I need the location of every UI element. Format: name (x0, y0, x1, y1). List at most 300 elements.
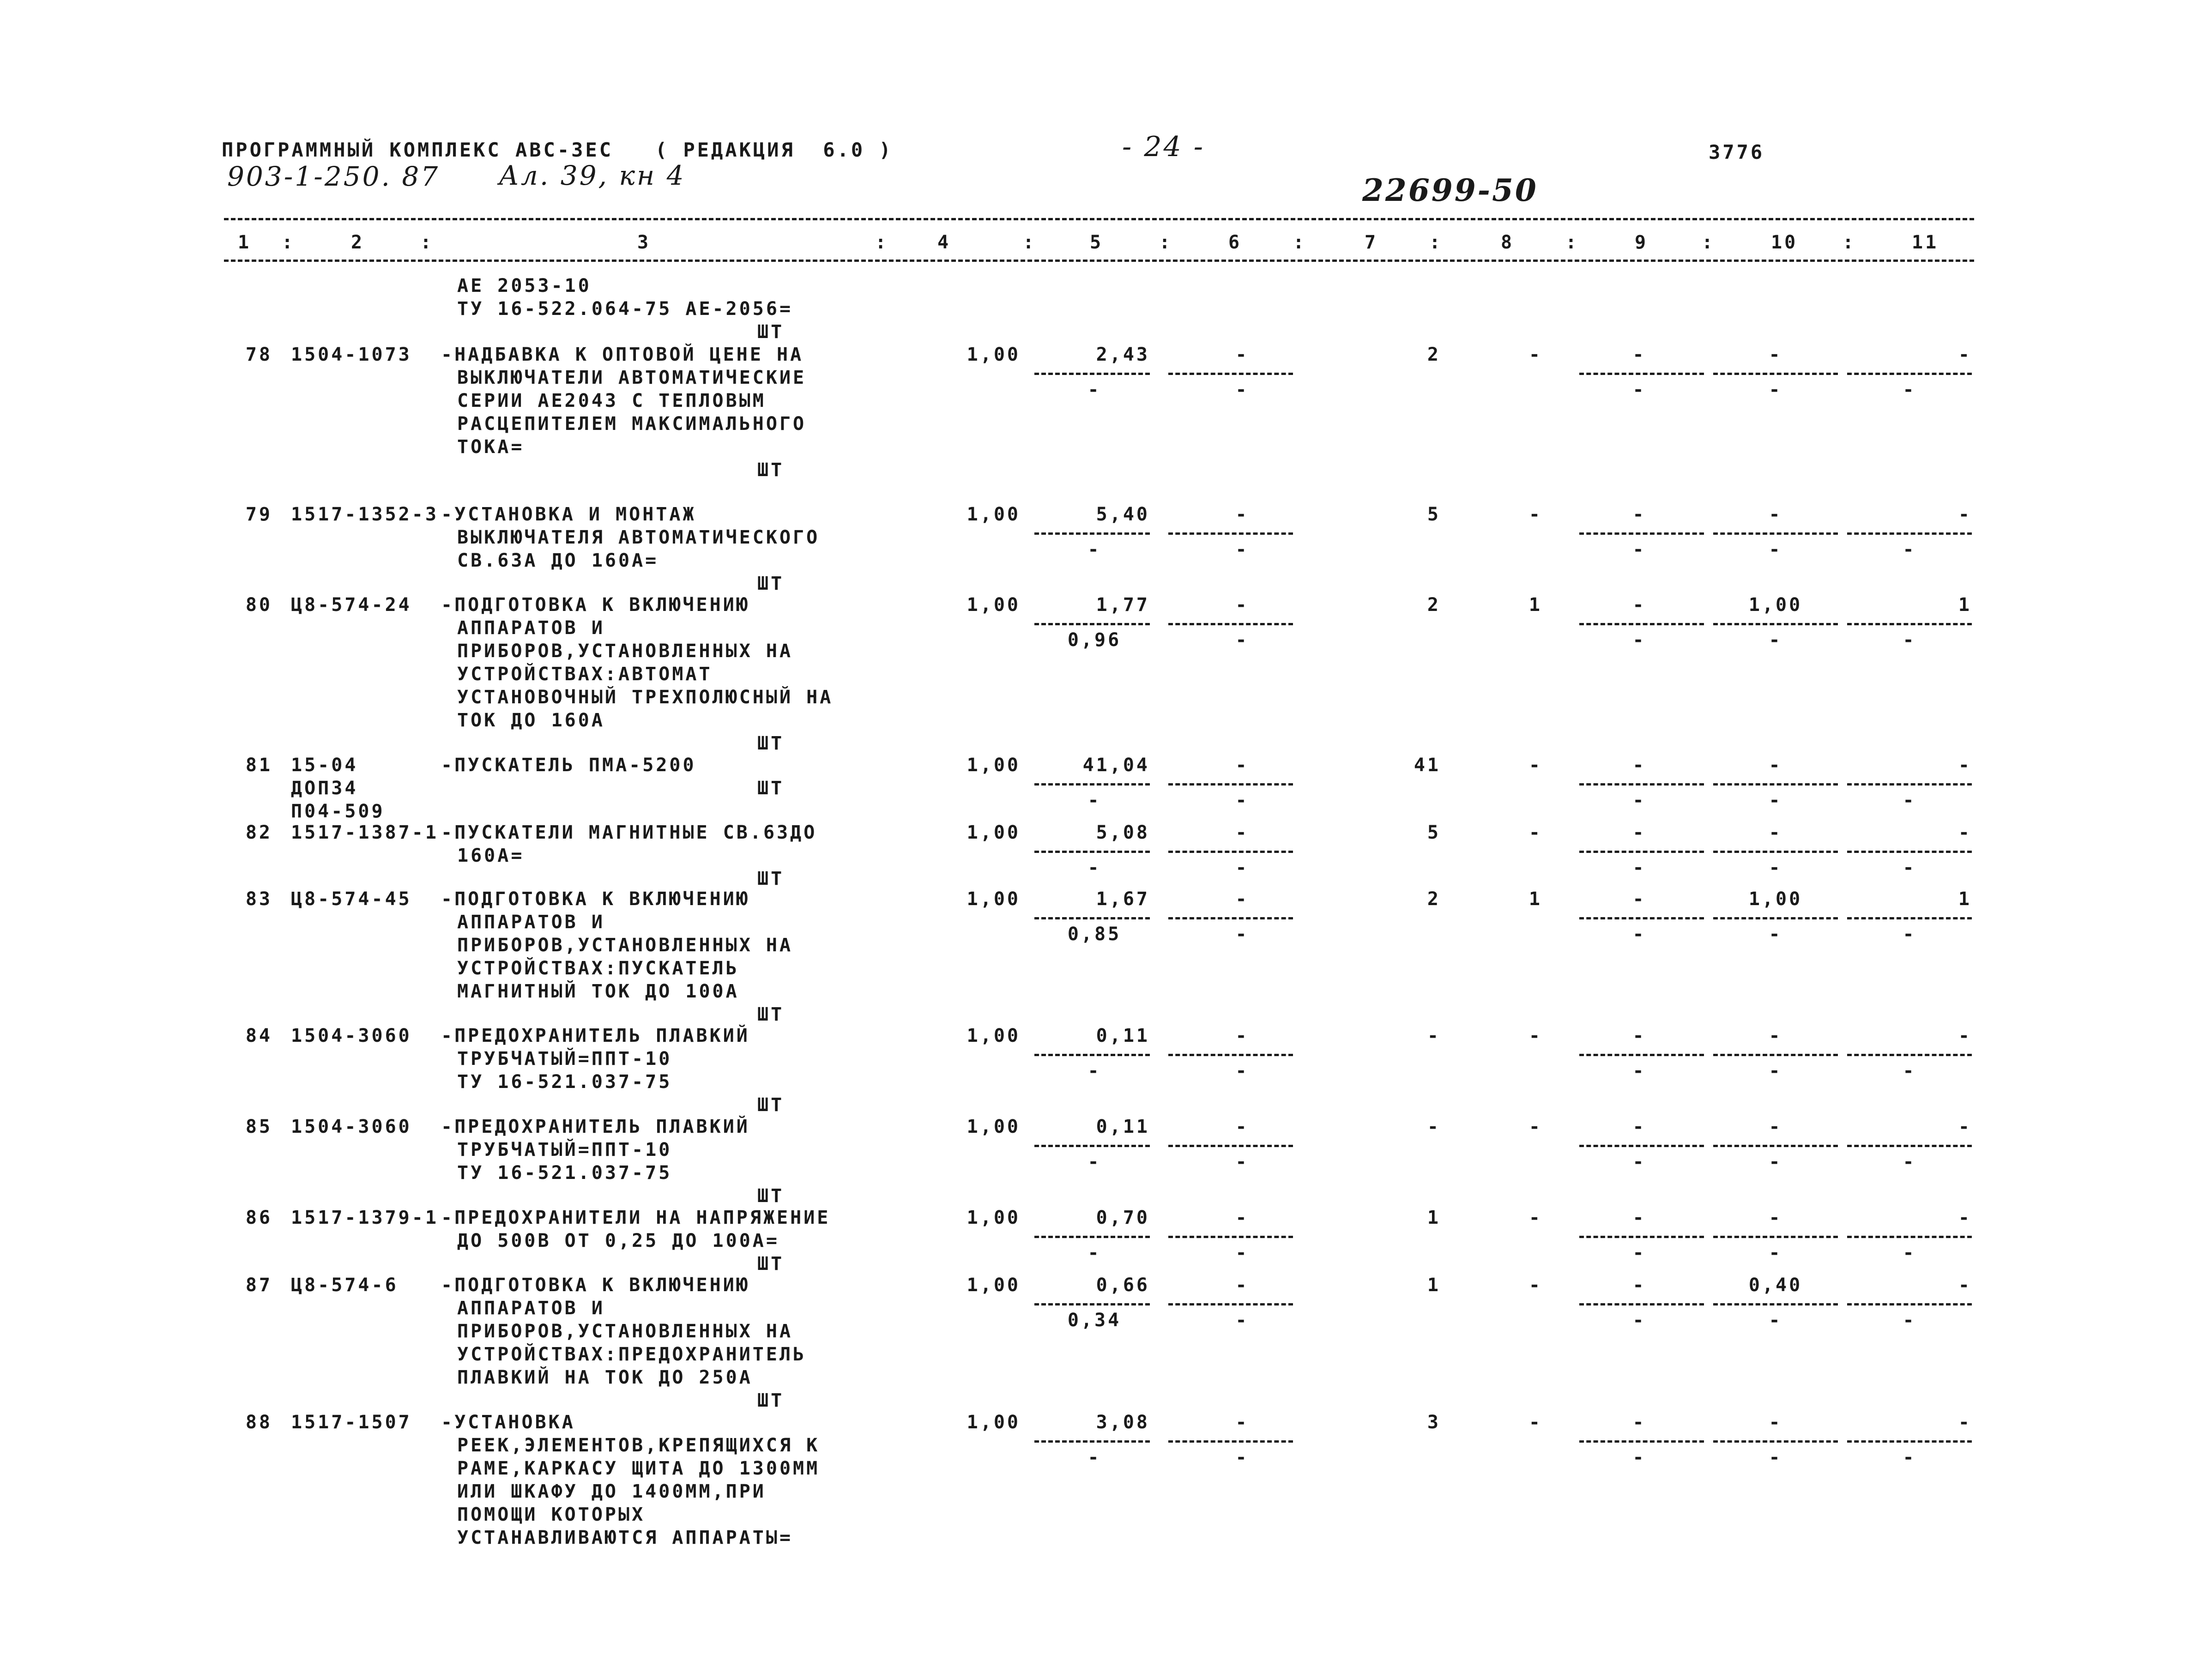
item-description-line: ТОК ДО 160А (457, 710, 605, 731)
sheet-number: 3776 (1709, 141, 1765, 163)
unit-label: ШТ (757, 733, 785, 754)
col6-value: - (1235, 1025, 1249, 1046)
col11-value: - (1958, 1025, 1972, 1046)
col6-sub-value: - (1235, 1447, 1249, 1468)
unit-cost-value: 1,77 (1096, 594, 1150, 616)
item-description-line: УСТРОЙСТВАХ:АВТОМАТ (457, 664, 713, 685)
column-header-8: 8 (1501, 232, 1515, 253)
col10-value: 0,40 (1748, 1275, 1803, 1296)
handwritten-album: Ал. 39, кн 4 (499, 160, 686, 191)
page-marker: - 24 - (1122, 131, 1205, 163)
column-separator: : (1293, 232, 1307, 253)
cost-divider (1713, 851, 1838, 853)
item-description-line: АППАРАТОВ И (457, 617, 605, 639)
quantity-value: 1,00 (967, 504, 1021, 525)
item-description-line: ТУ 16-521.037-75 (457, 1071, 672, 1093)
cost-divider (1579, 373, 1704, 375)
cost-divider (1713, 917, 1838, 919)
cost-divider (1847, 851, 1972, 853)
cost-divider (1847, 783, 1972, 786)
total-cost-value: - (1427, 1025, 1441, 1046)
col11-value: - (1958, 1412, 1972, 1433)
col10-value: - (1769, 1207, 1782, 1228)
col10-sub-value: - (1769, 790, 1782, 811)
col10-value: 1,00 (1748, 594, 1803, 616)
col10-sub-value: - (1769, 924, 1782, 945)
col6-value: - (1235, 1275, 1249, 1296)
col9-sub-value: - (1632, 1151, 1646, 1172)
cost-divider (1168, 1236, 1293, 1238)
col9-value: - (1632, 1116, 1646, 1137)
cost-divider (1168, 1440, 1293, 1443)
cost-divider (1847, 917, 1972, 919)
col11-sub-value: - (1903, 539, 1916, 560)
cost-divider (1168, 1145, 1293, 1147)
unit-cost-value: 0,11 (1096, 1116, 1150, 1137)
item-description-line: МАГНИТНЫЙ ТОК ДО 100А (457, 981, 739, 1002)
wage-value: - (1087, 1447, 1101, 1468)
unit-label: ШТ (757, 1253, 785, 1275)
col9-value: - (1632, 1412, 1646, 1433)
item-description-line: -ПОДГОТОВКА К ВКЛЮЧЕНИЮ (441, 1275, 750, 1296)
item-description-line: -ПОДГОТОВКА К ВКЛЮЧЕНИЮ (441, 888, 750, 910)
col10-sub-value: - (1769, 629, 1782, 651)
unit-cost-value: 5,40 (1096, 504, 1150, 525)
col10-sub-value: - (1769, 1151, 1782, 1172)
col11-sub-value: - (1903, 857, 1916, 878)
unit-label: ШТ (757, 1390, 785, 1411)
col9-sub-value: - (1632, 539, 1646, 560)
quantity-value: 1,00 (967, 1025, 1021, 1046)
cost-divider (1168, 1303, 1293, 1305)
item-description-line: ПЛАВКИЙ НА ТОК ДО 250А (457, 1367, 753, 1388)
unit-cost-value: 1,67 (1096, 888, 1150, 910)
col9-sub-value: - (1632, 1242, 1646, 1263)
cost-divider (1579, 623, 1704, 625)
col10-sub-value: - (1769, 539, 1782, 560)
handwritten-project-code: 903-1-250. 87 (227, 161, 440, 192)
col9-sub-value: - (1632, 1447, 1646, 1468)
col10-value: - (1769, 1116, 1782, 1137)
col10-sub-value: - (1769, 1242, 1782, 1263)
item-description-line: -ПОДГОТОВКА К ВКЛЮЧЕНИЮ (441, 594, 750, 616)
cost-divider (1847, 1236, 1972, 1238)
item-description-line: УСТАНОВОЧНЫЙ ТРЕХПОЛЮСНЫЙ НА (457, 687, 834, 708)
col9-value: - (1632, 888, 1646, 910)
cost-divider (1168, 783, 1293, 786)
unit-cost-value: 0,70 (1096, 1207, 1150, 1228)
resource-code: 1517-1507 (291, 1412, 412, 1433)
cost-divider (1847, 1054, 1972, 1056)
col6-value: - (1235, 504, 1249, 525)
unit-label: ШТ (757, 1094, 785, 1116)
item-description-line: 160А= (457, 845, 525, 866)
wage-value: - (1087, 379, 1101, 400)
item-description-line: ТРУБЧАТЫЙ=ППТ-10 (457, 1048, 672, 1070)
column-header-10: 10 (1771, 232, 1798, 253)
col8-value: - (1528, 1412, 1542, 1433)
item-description-line: ПОМОЩИ КОТОРЫХ (457, 1504, 646, 1525)
quantity-value: 1,00 (967, 344, 1021, 365)
column-separator: : (875, 232, 889, 253)
unit-label: ШТ (757, 778, 785, 799)
handwritten-document-number: 22699-50 (1362, 172, 1538, 208)
cost-divider (1168, 373, 1293, 375)
unit-cost-value: 3,08 (1096, 1412, 1150, 1433)
total-cost-value: 1 (1427, 1207, 1441, 1228)
item-description-line: ПРИБОРОВ,УСТАНОВЛЕННЫХ НА (457, 935, 793, 956)
col9-value: - (1632, 344, 1646, 365)
column-header-3: 3 (637, 232, 651, 253)
row-number: 81 (245, 755, 272, 776)
cost-divider (1713, 783, 1838, 786)
cost-divider (1034, 1440, 1150, 1443)
cost-divider (1713, 1440, 1838, 1443)
column-header-1: 1 (238, 232, 252, 253)
cost-divider (1847, 532, 1972, 535)
resource-code: 1517-1352-3 (291, 504, 439, 525)
item-description-line: -ПРЕДОХРАНИТЕЛЬ ПЛАВКИЙ (441, 1025, 750, 1046)
col10-value: 1,00 (1748, 888, 1803, 910)
quantity-value: 1,00 (967, 594, 1021, 616)
col10-sub-value: - (1769, 1060, 1782, 1082)
col6-sub-value: - (1235, 1310, 1249, 1331)
cost-divider (1168, 917, 1293, 919)
total-cost-value: 2 (1427, 344, 1441, 365)
col6-sub-value: - (1235, 790, 1249, 811)
cost-divider (1034, 373, 1150, 375)
wage-value: - (1087, 1151, 1101, 1172)
cost-divider (1579, 532, 1704, 535)
quantity-value: 1,00 (967, 1116, 1021, 1137)
item-description-line: ТРУБЧАТЫЙ=ППТ-10 (457, 1139, 672, 1160)
col10-value: - (1769, 344, 1782, 365)
cost-divider (1847, 1145, 1972, 1147)
column-header-2: 2 (351, 232, 365, 253)
col6-sub-value: - (1235, 1242, 1249, 1263)
cost-divider (1847, 373, 1972, 375)
column-separator: : (1843, 232, 1856, 253)
cost-divider (1713, 623, 1838, 625)
cost-divider (1713, 1236, 1838, 1238)
cost-divider (1847, 1440, 1972, 1443)
col9-value: - (1632, 755, 1646, 776)
row-number: 86 (245, 1207, 272, 1228)
unit-label: ШТ (757, 1004, 785, 1025)
col11-sub-value: - (1903, 629, 1916, 651)
cost-divider (1034, 1303, 1150, 1305)
item-description-line: -ПУСКАТЕЛЬ ПМА-5200 (441, 755, 696, 776)
item-description-line: -УСТАНОВКА (441, 1412, 575, 1433)
total-cost-value: - (1427, 1116, 1441, 1137)
col6-sub-value: - (1235, 857, 1249, 878)
col8-value: - (1528, 1275, 1542, 1296)
unit-cost-value: 0,11 (1096, 1025, 1150, 1046)
col9-value: - (1632, 594, 1646, 616)
col9-sub-value: - (1632, 1060, 1646, 1082)
col11-sub-value: - (1903, 1447, 1916, 1468)
unit-label: ШТ (757, 868, 785, 889)
continuation-line-1: АЕ 2053-10 (457, 275, 592, 296)
total-cost-value: 5 (1427, 822, 1441, 843)
cost-divider (1168, 532, 1293, 535)
col11-sub-value: - (1903, 1060, 1916, 1082)
cost-divider (1034, 1054, 1150, 1056)
col6-sub-value: - (1235, 1151, 1249, 1172)
item-description-line: УСТРОЙСТВАХ:ПРЕДОХРАНИТЕЛЬ (457, 1344, 807, 1365)
row-number: 87 (245, 1275, 272, 1296)
wage-value: - (1087, 1060, 1101, 1082)
cost-divider (1579, 1303, 1704, 1305)
col9-value: - (1632, 822, 1646, 843)
resource-code: 1504-1073 (291, 344, 412, 365)
col8-value: - (1528, 344, 1542, 365)
quantity-value: 1,00 (967, 888, 1021, 910)
total-cost-value: 2 (1427, 594, 1441, 616)
col6-sub-value: - (1235, 379, 1249, 400)
col11-value: - (1958, 1207, 1972, 1228)
quantity-value: 1,00 (967, 822, 1021, 843)
item-description-line: -ПРЕДОХРАНИТЕЛИ НА НАПРЯЖЕНИЕ (441, 1207, 831, 1228)
resource-code: Ц8-574-6 (291, 1275, 399, 1296)
item-description-line: РАСЦЕПИТЕЛЕМ МАКСИМАЛЬНОГО (457, 413, 807, 435)
col6-value: - (1235, 594, 1249, 616)
col8-value: - (1528, 822, 1542, 843)
col10-value: - (1769, 755, 1782, 776)
total-cost-value: 5 (1427, 504, 1441, 525)
col11-value: - (1958, 1275, 1972, 1296)
col11-sub-value: - (1903, 790, 1916, 811)
total-cost-value: 3 (1427, 1412, 1441, 1433)
item-description-line: УСТРОЙСТВАХ:ПУСКАТЕЛЬ (457, 958, 739, 979)
item-description-line: -ПУСКАТЕЛИ МАГНИТНЫЕ СВ.63ДО (441, 822, 817, 843)
unit-label: ШТ (757, 1185, 785, 1207)
cost-divider (1713, 532, 1838, 535)
col9-value: - (1632, 1025, 1646, 1046)
col11-sub-value: - (1903, 1242, 1916, 1263)
cost-divider (1713, 1145, 1838, 1147)
col9-value: - (1632, 504, 1646, 525)
col10-value: - (1769, 504, 1782, 525)
cost-divider (1713, 1303, 1838, 1305)
resource-code: 1517-1387-1 (291, 822, 439, 843)
col8-value: 1 (1528, 594, 1542, 616)
col9-sub-value: - (1632, 857, 1646, 878)
cost-divider (1579, 1440, 1704, 1443)
col11-value: - (1958, 1116, 1972, 1137)
wage-value: 0,85 (1067, 924, 1122, 945)
col10-value: - (1769, 822, 1782, 843)
column-separator: : (1023, 232, 1037, 253)
col8-value: - (1528, 755, 1542, 776)
row-number: 88 (245, 1412, 272, 1433)
unit-cost-value: 0,66 (1096, 1275, 1150, 1296)
col10-sub-value: - (1769, 857, 1782, 878)
unit-label: ШТ (757, 573, 785, 594)
item-description-line: -НАДБАВКА К ОПТОВОЙ ЦЕНЕ НА (441, 344, 804, 365)
cost-divider (1579, 1054, 1704, 1056)
resource-code: ДОП34 (291, 778, 358, 799)
quantity-value: 1,00 (967, 1207, 1021, 1228)
cost-divider (1847, 1303, 1972, 1305)
column-header-5: 5 (1090, 232, 1104, 253)
unit-cost-value: 5,08 (1096, 822, 1150, 843)
cost-divider (1034, 532, 1150, 535)
item-description-line: СЕРИИ АЕ2043 С ТЕПЛОВЫМ (457, 390, 766, 411)
col6-value: - (1235, 1412, 1249, 1433)
wage-value: 0,96 (1067, 629, 1122, 651)
col9-value: - (1632, 1207, 1646, 1228)
cost-divider (1034, 1145, 1150, 1147)
col6-sub-value: - (1235, 924, 1249, 945)
col8-value: - (1528, 504, 1542, 525)
col11-sub-value: - (1903, 379, 1916, 400)
cost-divider (1847, 623, 1972, 625)
wage-value: - (1087, 790, 1101, 811)
header-rule-top (224, 218, 1974, 220)
col10-sub-value: - (1769, 379, 1782, 400)
column-separator: : (282, 232, 296, 253)
col11-sub-value: - (1903, 1310, 1916, 1331)
col11-value: - (1958, 822, 1972, 843)
col6-sub-value: - (1235, 1060, 1249, 1082)
unit-cost-value: 41,04 (1082, 755, 1150, 776)
col9-sub-value: - (1632, 629, 1646, 651)
row-number: 80 (245, 594, 272, 616)
col11-value: - (1958, 344, 1972, 365)
cost-divider (1034, 623, 1150, 625)
col6-value: - (1235, 1116, 1249, 1137)
cost-divider (1034, 1236, 1150, 1238)
cost-divider (1034, 851, 1150, 853)
total-cost-value: 41 (1414, 755, 1441, 776)
col11-value: - (1958, 755, 1972, 776)
cost-divider (1034, 917, 1150, 919)
column-header-9: 9 (1635, 232, 1649, 253)
resource-code: 1504-3060 (291, 1116, 412, 1137)
col10-value: - (1769, 1412, 1782, 1433)
resource-code: 15-04 (291, 755, 358, 776)
wage-value: - (1087, 539, 1101, 560)
unit-cost-value: 2,43 (1096, 344, 1150, 365)
col9-value: - (1632, 1275, 1646, 1296)
column-separator: : (1159, 232, 1173, 253)
resource-code: 1517-1379-1 (291, 1207, 439, 1228)
item-description-line: -ПРЕДОХРАНИТЕЛЬ ПЛАВКИЙ (441, 1116, 750, 1137)
col11-sub-value: - (1903, 924, 1916, 945)
continuation-unit: ШТ (757, 321, 785, 343)
item-description-line: ВЫКЛЮЧАТЕЛЯ АВТОМАТИЧЕСКОГО (457, 527, 820, 548)
row-number: 79 (245, 504, 272, 525)
quantity-value: 1,00 (967, 1412, 1021, 1433)
cost-divider (1579, 851, 1704, 853)
item-description-line: УСТАНАВЛИВАЮТСЯ АППАРАТЫ= (457, 1527, 793, 1548)
col11-value: 1 (1958, 594, 1972, 616)
col11-value: - (1958, 504, 1972, 525)
column-separator: : (420, 232, 434, 253)
item-description-line: АППАРАТОВ И (457, 1298, 605, 1319)
col6-sub-value: - (1235, 539, 1249, 560)
column-separator: : (1565, 232, 1579, 253)
col6-value: - (1235, 755, 1249, 776)
item-description-line: ТУ 16-521.037-75 (457, 1162, 672, 1184)
col6-value: - (1235, 822, 1249, 843)
total-cost-value: 2 (1427, 888, 1441, 910)
item-description-line: РЕЕК,ЭЛЕМЕНТОВ,КРЕПЯЩИХСЯ К (457, 1435, 820, 1456)
col9-sub-value: - (1632, 1310, 1646, 1331)
row-number: 85 (245, 1116, 272, 1137)
unit-label: ШТ (757, 459, 785, 481)
col10-sub-value: - (1769, 1447, 1782, 1468)
col6-sub-value: - (1235, 629, 1249, 651)
column-separator: : (1429, 232, 1443, 253)
item-description-line: ИЛИ ШКАФУ ДО 1400ММ,ПРИ (457, 1481, 766, 1502)
quantity-value: 1,00 (967, 1275, 1021, 1296)
col9-sub-value: - (1632, 924, 1646, 945)
col8-value: - (1528, 1207, 1542, 1228)
row-number: 82 (245, 822, 272, 843)
resource-code: 1504-3060 (291, 1025, 412, 1046)
col6-value: - (1235, 344, 1249, 365)
item-description-line: ПРИБОРОВ,УСТАНОВЛЕННЫХ НА (457, 1321, 793, 1342)
item-description-line: ДО 500В ОТ 0,25 ДО 100А= (457, 1230, 779, 1251)
row-number: 78 (245, 344, 272, 365)
column-header-7: 7 (1365, 232, 1378, 253)
col10-value: - (1769, 1025, 1782, 1046)
item-description-line: АППАРАТОВ И (457, 912, 605, 933)
cost-divider (1034, 783, 1150, 786)
program-title: ПРОГРАММНЫЙ КОМПЛЕКС АВС-3ЕС ( РЕДАКЦИЯ 6.0 ) (222, 139, 893, 161)
col9-sub-value: - (1632, 379, 1646, 400)
col8-value: - (1528, 1025, 1542, 1046)
cost-divider (1168, 623, 1293, 625)
cost-divider (1168, 1054, 1293, 1056)
cost-divider (1579, 1145, 1704, 1147)
col9-sub-value: - (1632, 790, 1646, 811)
quantity-value: 1,00 (967, 755, 1021, 776)
col6-value: - (1235, 1207, 1249, 1228)
cost-divider (1168, 851, 1293, 853)
item-description-line: СВ.63А ДО 160А= (457, 550, 659, 571)
continuation-line-2: ТУ 16-522.064-75 АЕ-2056= (457, 298, 793, 320)
row-number: 83 (245, 888, 272, 910)
resource-code: Ц8-574-24 (291, 594, 412, 616)
cost-divider (1713, 1054, 1838, 1056)
row-number: 84 (245, 1025, 272, 1046)
cost-divider (1579, 783, 1704, 786)
resource-code: П04-509 (291, 801, 385, 822)
item-description-line: ВЫКЛЮЧАТЕЛИ АВТОМАТИЧЕСКИЕ (457, 367, 807, 388)
col11-value: 1 (1958, 888, 1972, 910)
column-header-4: 4 (937, 232, 951, 253)
cost-divider (1713, 373, 1838, 375)
wage-value: - (1087, 1242, 1101, 1263)
cost-divider (1579, 917, 1704, 919)
col10-sub-value: - (1769, 1310, 1782, 1331)
column-separator: : (1702, 232, 1716, 253)
col8-value: - (1528, 1116, 1542, 1137)
col11-sub-value: - (1903, 1151, 1916, 1172)
item-description-line: -УСТАНОВКА И МОНТАЖ (441, 504, 696, 525)
cost-divider (1579, 1236, 1704, 1238)
item-description-line: ПРИБОРОВ,УСТАНОВЛЕННЫХ НА (457, 641, 793, 662)
wage-value: - (1087, 857, 1101, 878)
total-cost-value: 1 (1427, 1275, 1441, 1296)
column-header-6: 6 (1228, 232, 1242, 253)
resource-code: Ц8-574-45 (291, 888, 412, 910)
header-rule-bottom (224, 260, 1974, 262)
wage-value: 0,34 (1067, 1310, 1122, 1331)
